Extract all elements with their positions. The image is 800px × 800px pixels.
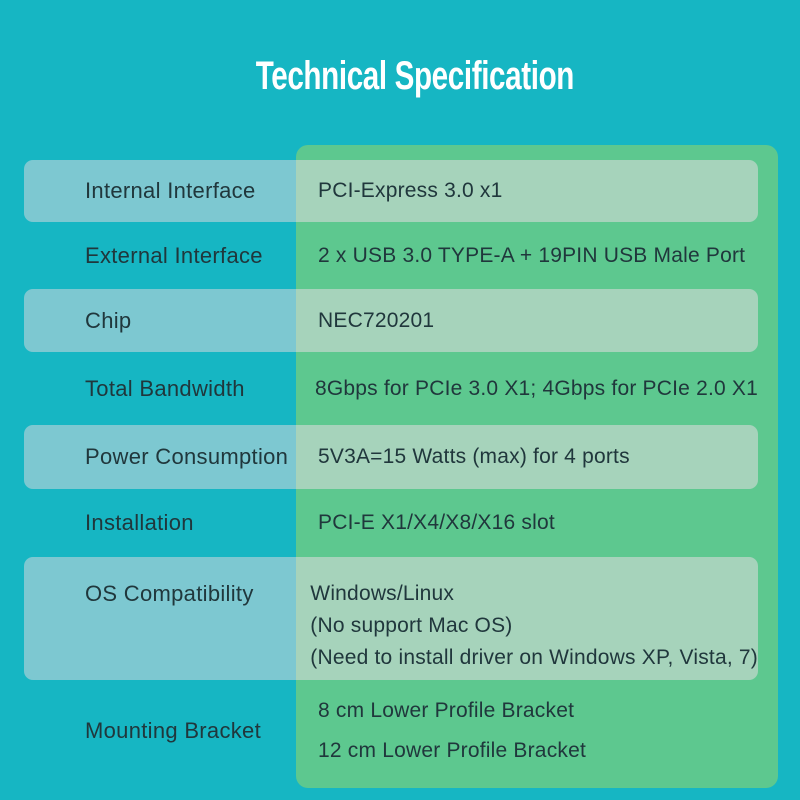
spec-label: Installation xyxy=(85,510,194,535)
spec-row-installation xyxy=(24,489,758,557)
spec-value-line: Windows/Linux xyxy=(310,582,455,605)
spec-row-os-compatibility xyxy=(24,557,758,680)
spec-value xyxy=(296,243,758,269)
spec-value-line: (Need to install driver on Windows XP, Vista, 7) xyxy=(310,646,758,669)
spec-row-power-consumption xyxy=(24,425,758,489)
spec-row-chip xyxy=(24,289,758,352)
spec-value-line: 5V3A=15 Watts (max) for 4 ports xyxy=(318,445,630,468)
spec-value-line: 8 cm Lower Profile Bracket xyxy=(318,699,575,722)
page-title xyxy=(0,50,800,102)
spec-value xyxy=(288,557,758,674)
page-title-text: Technical Specification xyxy=(255,53,574,98)
spec-value-line: PCI-Express 3.0 x1 xyxy=(318,179,503,202)
spec-row-mounting-bracket xyxy=(24,681,758,781)
spec-value xyxy=(296,691,758,771)
spec-value-line: 12 cm Lower Profile Bracket xyxy=(318,739,587,762)
spec-label: Internal Interface xyxy=(85,178,256,203)
spec-value-line: NEC720201 xyxy=(318,308,435,332)
spec-label: Power Consumption xyxy=(85,444,289,469)
spec-label: OS Compatibility xyxy=(85,581,254,606)
spec-label: Total Bandwidth xyxy=(85,375,245,401)
spec-label: External Interface xyxy=(85,242,263,268)
spec-value xyxy=(296,444,758,470)
spec-value-line: 2 x USB 3.0 TYPE-A + 19PIN USB Male Port xyxy=(318,243,746,267)
spec-value-line: 8Gbps for PCIe 3.0 X1; 4Gbps for PCIe 2.0 X1 xyxy=(314,376,758,400)
spec-value-line: PCI-E X1/X4/X8/X16 slot xyxy=(318,511,555,534)
spec-row-external-interface xyxy=(24,222,758,289)
spec-value xyxy=(293,376,758,402)
spec-value xyxy=(296,178,758,204)
spec-row-total-bandwidth xyxy=(24,352,758,425)
spec-value xyxy=(296,308,758,334)
spec-label: Mounting Bracket xyxy=(85,718,261,743)
spec-value-line: (No support Mac OS) xyxy=(310,614,513,637)
spec-value xyxy=(296,510,758,536)
spec-row-internal-interface xyxy=(24,160,758,222)
spec-label: Chip xyxy=(85,307,132,333)
